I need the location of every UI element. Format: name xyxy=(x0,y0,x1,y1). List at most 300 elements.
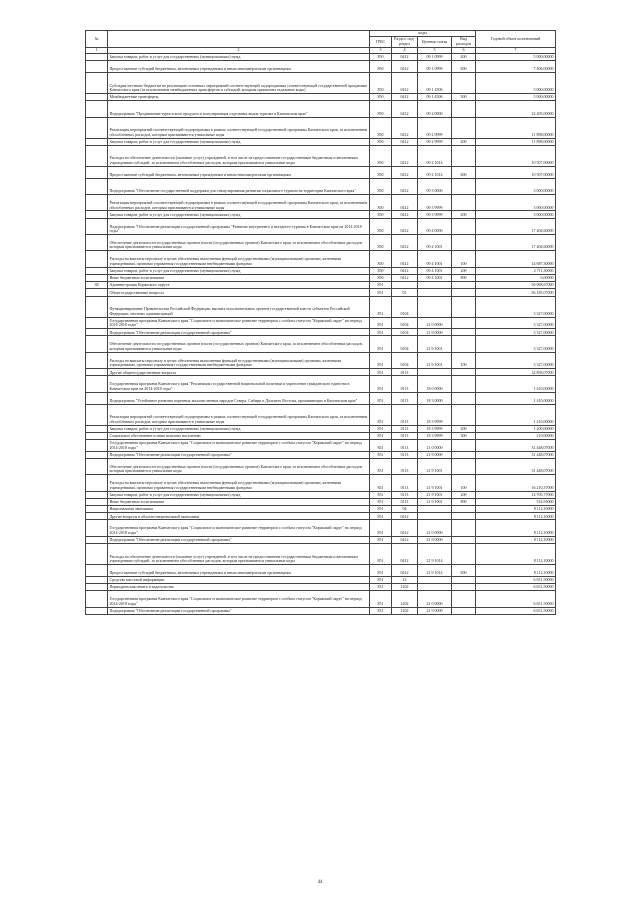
row-section-cell: 0104 xyxy=(392,296,418,317)
row-number-cell xyxy=(86,267,108,274)
row-number-cell xyxy=(86,369,108,376)
row-section-cell: 0113 xyxy=(392,439,418,451)
row-amount-cell: 16 210,37000 xyxy=(476,475,556,491)
row-exptype-cell xyxy=(452,439,476,451)
row-exptype-cell xyxy=(452,591,476,607)
row-grbs-cell: 851 xyxy=(370,458,392,474)
row-amount-cell: 6 651,50000 xyxy=(476,607,556,614)
row-amount-cell: 11 898,00000 xyxy=(476,138,556,145)
col-section-header: Раздел, под-раздел xyxy=(392,37,418,48)
col-amount-header: Годовой объем ассигнований xyxy=(476,31,556,48)
row-section-cell: 0412 xyxy=(392,544,418,565)
row-name-cell: Межбюджетные трансферты xyxy=(108,94,370,101)
column-number: 7 xyxy=(476,47,556,53)
row-name-cell: Расходы на обеспечение деятельности (оказание услуг) учреждений, в том числе на предоставление государственным бюджетным и автономным учреждениям субсидий, за исключением обособленных расходов, которым присваиваются уникальные коды xyxy=(108,544,370,565)
row-amount-cell: 8 112,10000 xyxy=(476,536,556,543)
row-name-cell: Подпрограмма "Обеспечение реализации государственной программы" xyxy=(108,536,370,543)
row-grbs-cell: 850 xyxy=(370,61,392,73)
row-grbs-cell: 850 xyxy=(370,218,392,234)
row-exptype-cell xyxy=(452,73,476,94)
row-exptype-cell xyxy=(452,195,476,211)
row-exptype-cell: 200 xyxy=(452,267,476,274)
row-grbs-cell: 851 xyxy=(370,475,392,491)
row-name-cell: Государственная программа Камчатского края "Реализация государственной национальной политики и укрепление гражданского единства в Камчатском крае на 2014-2018 годы" xyxy=(108,376,370,392)
row-number-cell xyxy=(86,195,108,211)
row-amount-cell: 3 327,00000 xyxy=(476,352,556,368)
table-row xyxy=(86,513,556,520)
row-exptype-cell xyxy=(452,392,476,404)
row-target-cell: 09 2 1014 xyxy=(418,166,452,178)
row-section-cell: 12 xyxy=(392,576,418,583)
row-section-cell: 0113 xyxy=(392,491,418,498)
row-grbs-cell: 851 xyxy=(370,336,392,352)
row-amount-cell: 17 404,60000 xyxy=(476,234,556,250)
row-name-cell: Закупка товаров, работ и услуг для государственных (муниципальных) нужд xyxy=(108,211,370,218)
table-row xyxy=(86,54,556,61)
row-exptype-cell: 100 xyxy=(452,352,476,368)
row-target-cell: 18 3 9999 xyxy=(418,425,452,432)
row-target-cell: 09 4 1001 xyxy=(418,234,452,250)
row-target-cell xyxy=(418,289,452,296)
row-name-cell: Подпрограмма "Обеспечение реализации государственной программы" xyxy=(108,451,370,458)
row-target-cell: 09 1 4506 xyxy=(418,94,452,101)
row-amount-cell: 3 000,00000 xyxy=(476,178,556,194)
row-target-cell xyxy=(418,282,452,289)
row-amount-cell: 5 000,00000 xyxy=(476,54,556,61)
row-target-cell: 21 9 0000 xyxy=(418,329,452,336)
row-grbs-cell: 851 xyxy=(370,392,392,404)
row-exptype-cell xyxy=(452,544,476,565)
row-target-cell: 21 9 0000 xyxy=(418,536,452,543)
table-row xyxy=(86,282,556,289)
row-target-cell: 21 0 0000 xyxy=(418,520,452,536)
row-name-cell: Государственная программа Камчатского края "Социальное и экономическое развитие территории с особым статусом "Корякский округ" на период 2014-2018 годы" xyxy=(108,317,370,329)
table-row xyxy=(86,451,556,458)
row-section-cell: 0113 xyxy=(392,425,418,432)
table-row xyxy=(86,404,556,425)
row-number-cell xyxy=(86,61,108,73)
table-row xyxy=(86,336,556,352)
row-exptype-cell xyxy=(452,145,476,166)
row-name-cell: Субсидии местным бюджетам на реализацию основных мероприятий соответствующей подпрограммы соответствующей государственной программы Камчатского края (за исключением межбюджетных трансфертов и субсидий, которым присвоены отдельные коды) xyxy=(108,73,370,94)
row-exptype-cell: 300 xyxy=(452,432,476,439)
table-row xyxy=(86,369,556,376)
row-number-cell xyxy=(86,491,108,498)
row-section-cell: 0412 xyxy=(392,274,418,281)
row-grbs-cell: 850 xyxy=(370,274,392,281)
row-target-cell: 09 4 1001 xyxy=(418,267,452,274)
row-number-cell xyxy=(86,432,108,439)
row-name-cell: Обеспечение деятельности государственных органов власти (государственных органов) Камчатского края, за исключением обособленных расходов, которым присваиваются уникальные коды xyxy=(108,234,370,250)
row-amount-cell: 8 112,10000 xyxy=(476,565,556,577)
row-exptype-cell xyxy=(452,607,476,614)
row-number-cell xyxy=(86,94,108,101)
row-name-cell: Подпрограмма "Устойчивое развитие коренных малочисленных народов Севера, Сибири и Дальнего Востока, проживающих в Камчатском крае" xyxy=(108,392,370,404)
table-row xyxy=(86,376,556,392)
row-target-cell: 09 2 1014 xyxy=(418,145,452,166)
table-row xyxy=(86,145,556,166)
row-number-cell xyxy=(86,274,108,281)
row-grbs-cell: 851 xyxy=(370,506,392,513)
row-grbs-cell: 850 xyxy=(370,101,392,117)
table-row xyxy=(86,251,556,267)
row-number-cell xyxy=(86,336,108,352)
row-name-cell: Расходы на обеспечение деятельности (оказание услуг) учреждений, в том числе на предоставление государственным бюджетным и автономным учреждениям субсидий, за исключением обособленных расходов, которым присваиваются уникальные коды xyxy=(108,145,370,166)
row-section-cell: 0412 xyxy=(392,536,418,543)
row-exptype-cell: 200 xyxy=(452,425,476,432)
table-row xyxy=(86,392,556,404)
row-number-cell xyxy=(86,73,108,94)
row-target-cell xyxy=(418,296,452,317)
row-grbs-cell: 851 xyxy=(370,520,392,536)
row-name-cell: Подпрограмма "Обеспечение реализации государственной программы" xyxy=(108,607,370,614)
row-section-cell: 0412 xyxy=(392,234,418,250)
row-exptype-cell xyxy=(452,576,476,583)
row-target-cell xyxy=(418,513,452,520)
row-section-cell: 0113 xyxy=(392,458,418,474)
row-number-cell xyxy=(86,565,108,577)
row-target-cell: 21 9 1001 xyxy=(418,458,452,474)
row-exptype-cell: 600 xyxy=(452,61,476,73)
row-amount-cell: 8 112,10000 xyxy=(476,544,556,565)
row-target-cell: 18 0 0000 xyxy=(418,376,452,392)
row-number-cell xyxy=(86,329,108,336)
row-target-cell: 09 2 9999 xyxy=(418,117,452,138)
row-amount-cell: 50 968,67000 xyxy=(476,282,556,289)
row-target-cell xyxy=(418,584,452,591)
row-amount-cell: 532,93000 xyxy=(476,498,556,505)
row-name-cell: Периодическая печать и издательства xyxy=(108,584,370,591)
row-number-cell xyxy=(86,520,108,536)
row-grbs-cell: 851 xyxy=(370,404,392,425)
row-number-cell xyxy=(86,536,108,543)
row-exptype-cell xyxy=(452,329,476,336)
row-target-cell: 21 9 1001 xyxy=(418,491,452,498)
row-name-cell: Подпрограмма "Обеспечение реализации государственной программы "Развитие внутреннего и въездного туризма в Камчатском крае на 2014-2018 годы" xyxy=(108,218,370,234)
row-section-cell: 0412 xyxy=(392,54,418,61)
row-grbs-cell: 851 xyxy=(370,352,392,368)
row-name-cell: Средства массовой информации xyxy=(108,576,370,583)
col-target-header: Целевая статья xyxy=(418,37,452,48)
row-section-cell: 0412 xyxy=(392,520,418,536)
row-grbs-cell: 850 xyxy=(370,178,392,194)
table-row xyxy=(86,274,556,281)
row-grbs-cell: 850 xyxy=(370,211,392,218)
row-target-cell: 21 9 1014 xyxy=(418,544,452,565)
row-target-cell: 09 2 0000 xyxy=(418,101,452,117)
row-section-cell: 0412 xyxy=(392,218,418,234)
row-section-cell: 0113 xyxy=(392,451,418,458)
row-number-cell xyxy=(86,296,108,317)
row-section-cell: 0113 xyxy=(392,498,418,505)
row-exptype-cell xyxy=(452,317,476,329)
row-number-cell xyxy=(86,352,108,368)
row-exptype-cell xyxy=(452,513,476,520)
table-row xyxy=(86,475,556,491)
row-amount-cell: 3 327,00000 xyxy=(476,296,556,317)
row-amount-cell: 7 406,00000 xyxy=(476,61,556,73)
row-name-cell: Функционирование Правительства Российской Федерации, высших исполнительных органов государственной власти субъектов Российской Федерации, местных администраций xyxy=(108,296,370,317)
table-row xyxy=(86,520,556,536)
table-row xyxy=(86,138,556,145)
row-number-cell xyxy=(86,234,108,250)
row-section-cell: 0104 xyxy=(392,336,418,352)
row-section-cell: 0412 xyxy=(392,211,418,218)
row-grbs-cell: 851 xyxy=(370,296,392,317)
row-exptype-cell xyxy=(452,336,476,352)
row-amount-cell: 8 112,10000 xyxy=(476,506,556,513)
row-name-cell: Предоставление субсидий бюджетным, автономным учреждениям и иным некоммерческим организациям xyxy=(108,61,370,73)
row-number-cell xyxy=(86,145,108,166)
row-number-cell: 38 xyxy=(86,282,108,289)
row-exptype-cell: 100 xyxy=(452,251,476,267)
row-grbs-cell: 851 xyxy=(370,432,392,439)
row-amount-cell: 10 507,00000 xyxy=(476,166,556,178)
row-target-cell: 09 4 1001 xyxy=(418,251,452,267)
row-target-cell: 09 3 9999 xyxy=(418,211,452,218)
row-number-cell xyxy=(86,101,108,117)
row-section-cell: 0113 xyxy=(392,404,418,425)
row-exptype-cell: 200 xyxy=(452,211,476,218)
row-name-cell: Государственная программа Камчатского края "Социальное и экономическое развитие территории с особым статусом "Корякский округ" на период 2014-2018 годы" xyxy=(108,591,370,607)
row-amount-cell: 10 507,00000 xyxy=(476,145,556,166)
row-exptype-cell xyxy=(452,218,476,234)
row-section-cell: 0412 xyxy=(392,94,418,101)
row-amount-cell: 1 410,00000 xyxy=(476,392,556,404)
row-amount-cell: 17 404,60000 xyxy=(476,218,556,234)
row-section-cell: 0113 xyxy=(392,432,418,439)
row-name-cell: Национальная экономика xyxy=(108,506,370,513)
col-exptype-header: Вид расходов xyxy=(452,37,476,48)
row-number-cell xyxy=(86,498,108,505)
row-amount-cell: 1 200,00000 xyxy=(476,425,556,432)
row-number-cell xyxy=(86,317,108,329)
row-number-cell xyxy=(86,392,108,404)
row-grbs-cell: 850 xyxy=(370,166,392,178)
row-grbs-cell: 850 xyxy=(370,73,392,94)
row-name-cell: Закупка товаров, работ и услуг для государственных (муниципальных) нужд xyxy=(108,54,370,61)
row-section-cell: 0412 xyxy=(392,513,418,520)
row-name-cell: Администрация Корякского округа xyxy=(108,282,370,289)
row-number-cell xyxy=(86,451,108,458)
row-target-cell: 09 4 0000 xyxy=(418,218,452,234)
row-grbs-cell: 850 xyxy=(370,251,392,267)
row-exptype-cell xyxy=(452,117,476,138)
table-row xyxy=(86,491,556,498)
row-name-cell: Реализация мероприятий соответствующей подпрограммы в рамках соответствующей государственной программы Камчатского края, за исключением обособленных расходов, которым присваиваются уникальные коды xyxy=(108,404,370,425)
table-row xyxy=(86,425,556,432)
row-section-cell: 0412 xyxy=(392,61,418,73)
table-body xyxy=(86,54,556,615)
row-grbs-cell: 851 xyxy=(370,498,392,505)
row-grbs-cell: 850 xyxy=(370,234,392,250)
row-section-cell: 0113 xyxy=(392,475,418,491)
row-grbs-cell: 851 xyxy=(370,439,392,451)
row-section-cell: 0412 xyxy=(392,267,418,274)
row-section-cell: 0412 xyxy=(392,138,418,145)
row-number-cell xyxy=(86,425,108,432)
row-section-cell: 0412 xyxy=(392,166,418,178)
row-exptype-cell: 600 xyxy=(452,166,476,178)
row-amount-cell: 3 000,00000 xyxy=(476,195,556,211)
row-section-cell: 0412 xyxy=(392,178,418,194)
row-amount-cell: 210,00000 xyxy=(476,432,556,439)
row-number-cell xyxy=(86,544,108,565)
table-row xyxy=(86,211,556,218)
row-grbs-cell: 851 xyxy=(370,282,392,289)
row-target-cell: 21 9 1014 xyxy=(418,565,452,577)
row-grbs-cell: 850 xyxy=(370,117,392,138)
row-number-cell xyxy=(86,439,108,451)
table-row xyxy=(86,178,556,194)
row-name-cell: Государственная программа Камчатского края "Социальное и экономическое развитие территории с особым статусом "Корякский округ" на период 2014-2018 годы" xyxy=(108,520,370,536)
row-number-cell xyxy=(86,584,108,591)
row-target-cell: 18 3 0000 xyxy=(418,392,452,404)
row-name-cell: Подпрограмма "Обеспечение государственной поддержки для стимулирования развития социального туризма на территории Камчатского края" xyxy=(108,178,370,194)
row-amount-cell: 6 651,50000 xyxy=(476,584,556,591)
row-grbs-cell: 851 xyxy=(370,544,392,565)
row-amount-cell: 31 448,07000 xyxy=(476,451,556,458)
row-exptype-cell xyxy=(452,296,476,317)
row-section-cell: 0104 xyxy=(392,329,418,336)
column-number: 6 xyxy=(452,47,476,53)
row-exptype-cell xyxy=(452,376,476,392)
row-amount-cell: 6 651,50000 xyxy=(476,576,556,583)
row-grbs-cell: 851 xyxy=(370,317,392,329)
row-target-cell: 21 9 1001 xyxy=(418,352,452,368)
row-name-cell: Иные бюджетные ассигнования xyxy=(108,498,370,505)
row-number-cell xyxy=(86,289,108,296)
row-section-cell: 01 xyxy=(392,289,418,296)
table-row xyxy=(86,439,556,451)
column-number: 2 xyxy=(108,47,370,53)
row-grbs-cell: 851 xyxy=(370,591,392,607)
row-section-cell: 0113 xyxy=(392,369,418,376)
row-name-cell: Предоставление субсидий бюджетным, автономным учреждениям и иным некоммерческим организациям xyxy=(108,166,370,178)
row-target-cell: 21 0 0000 xyxy=(418,591,452,607)
row-number-cell xyxy=(86,166,108,178)
column-number: 5 xyxy=(418,47,452,53)
row-number-cell xyxy=(86,506,108,513)
row-amount-cell: 1 410,00000 xyxy=(476,376,556,392)
row-grbs-cell: 850 xyxy=(370,94,392,101)
row-name-cell: Обеспечение деятельности государственных органов власти (государственных органов) Камчатского края, за исключением обособленных расходов, которым присваиваются уникальные коды xyxy=(108,336,370,352)
row-exptype-cell xyxy=(452,451,476,458)
header-row xyxy=(86,31,556,37)
table-row xyxy=(86,576,556,583)
row-name-cell: Реализация мероприятий соответствующей подпрограммы в рамках соответствующей государственной программы Камчатского края, за исключением обособленных расходов, которым присваиваются уникальные коды xyxy=(108,195,370,211)
row-exptype-cell: 200 xyxy=(452,138,476,145)
row-name-cell: Закупка товаров, работ и услуг для государственных (муниципальных) нужд xyxy=(108,491,370,498)
row-exptype-cell xyxy=(452,404,476,425)
row-target-cell: 18 3 9999 xyxy=(418,404,452,425)
col-number-header: № xyxy=(86,31,108,48)
row-target-cell: 21 9 0000 xyxy=(418,451,452,458)
row-grbs-cell: 851 xyxy=(370,451,392,458)
row-grbs-cell: 851 xyxy=(370,513,392,520)
row-amount-cell: 2 711,30000 xyxy=(476,267,556,274)
table-row xyxy=(86,544,556,565)
row-section-cell: 0412 xyxy=(392,101,418,117)
table-row xyxy=(86,195,556,211)
table-row xyxy=(86,166,556,178)
row-exptype-cell xyxy=(452,101,476,117)
row-amount-cell: 3 000,00000 xyxy=(476,211,556,218)
row-number-cell xyxy=(86,211,108,218)
table-row xyxy=(86,234,556,250)
row-amount-cell: 11 898,00000 xyxy=(476,117,556,138)
row-grbs-cell: 851 xyxy=(370,536,392,543)
table-row xyxy=(86,117,556,138)
row-grbs-cell: 851 xyxy=(370,584,392,591)
row-section-cell: 0104 xyxy=(392,317,418,329)
row-amount-cell: 6 651,50000 xyxy=(476,591,556,607)
row-target-cell xyxy=(418,576,452,583)
row-amount-cell: 31 448,07000 xyxy=(476,458,556,474)
row-section-cell: 0412 xyxy=(392,195,418,211)
row-number-cell xyxy=(86,404,108,425)
row-amount-cell: 36 185,07000 xyxy=(476,289,556,296)
row-grbs-cell: 851 xyxy=(370,491,392,498)
row-name-cell: Закупка товаров, работ и услуг для государственных (муниципальных) нужд xyxy=(108,425,370,432)
table-row xyxy=(86,432,556,439)
row-amount-cell: 6,00000 xyxy=(476,274,556,281)
row-amount-cell: 5 000,00000 xyxy=(476,94,556,101)
row-amount-cell: 1 410,00000 xyxy=(476,404,556,425)
table-row xyxy=(86,498,556,505)
row-section-cell: 0412 xyxy=(392,117,418,138)
table-row xyxy=(86,267,556,274)
row-number-cell xyxy=(86,178,108,194)
row-exptype-cell xyxy=(452,289,476,296)
row-grbs-cell: 850 xyxy=(370,195,392,211)
table-row xyxy=(86,584,556,591)
row-name-cell: Закупка товаров, работ и услуг для государственных (муниципальных) нужд xyxy=(108,267,370,274)
row-grbs-cell: 851 xyxy=(370,376,392,392)
row-target-cell: 18 3 9999 xyxy=(418,432,452,439)
row-target-cell: 09 1 4506 xyxy=(418,73,452,94)
row-name-cell: Подпрограмма "Обеспечение реализации государственной программы" xyxy=(108,329,370,336)
codes-group-header: коды xyxy=(370,31,476,37)
table-row xyxy=(86,61,556,73)
page-number: 44 xyxy=(317,880,323,885)
row-target-cell: 21 9 1001 xyxy=(418,475,452,491)
row-exptype-cell: 800 xyxy=(452,274,476,281)
row-name-cell: Реализация мероприятий соответствующей подпрограммы в рамках соответствующей государственной программы Камчатского края, за исключением обособленных расходов, которым присваиваются уникальные коды xyxy=(108,117,370,138)
row-grbs-cell: 850 xyxy=(370,54,392,61)
table-row xyxy=(86,218,556,234)
row-number-cell xyxy=(86,513,108,520)
row-name-cell: Иные бюджетные ассигнования xyxy=(108,274,370,281)
row-amount-cell: 8 112,10000 xyxy=(476,520,556,536)
row-amount-cell: 5 000,00000 xyxy=(476,73,556,94)
table-row xyxy=(86,506,556,513)
col-grbs-header: ГРБС xyxy=(370,37,392,48)
row-target-cell: 09 4 1001 xyxy=(418,274,452,281)
table-row xyxy=(86,329,556,336)
column-number: 4 xyxy=(392,47,418,53)
row-section-cell: 0113 xyxy=(392,376,418,392)
row-name-cell: Расходы на выплаты персоналу в целях обеспечения выполнения функций государственными (муниципальными) органами, казенными учреждениями, органами управления государственными внебюджетными фондами xyxy=(108,475,370,491)
row-name-cell: Расходы на выплаты персоналу в целях обеспечения выполнения функций государственными (муниципальными) органами, казенными учреждениями, органами управления государственными внебюджетными фондами xyxy=(108,251,370,267)
row-amount-cell: 3 327,00000 xyxy=(476,329,556,336)
table-row xyxy=(86,73,556,94)
row-amount-cell: 22 405,00000 xyxy=(476,101,556,117)
row-number-cell xyxy=(86,54,108,61)
row-exptype-cell xyxy=(452,458,476,474)
row-section-cell: 0412 xyxy=(392,251,418,267)
row-grbs-cell: 851 xyxy=(370,425,392,432)
